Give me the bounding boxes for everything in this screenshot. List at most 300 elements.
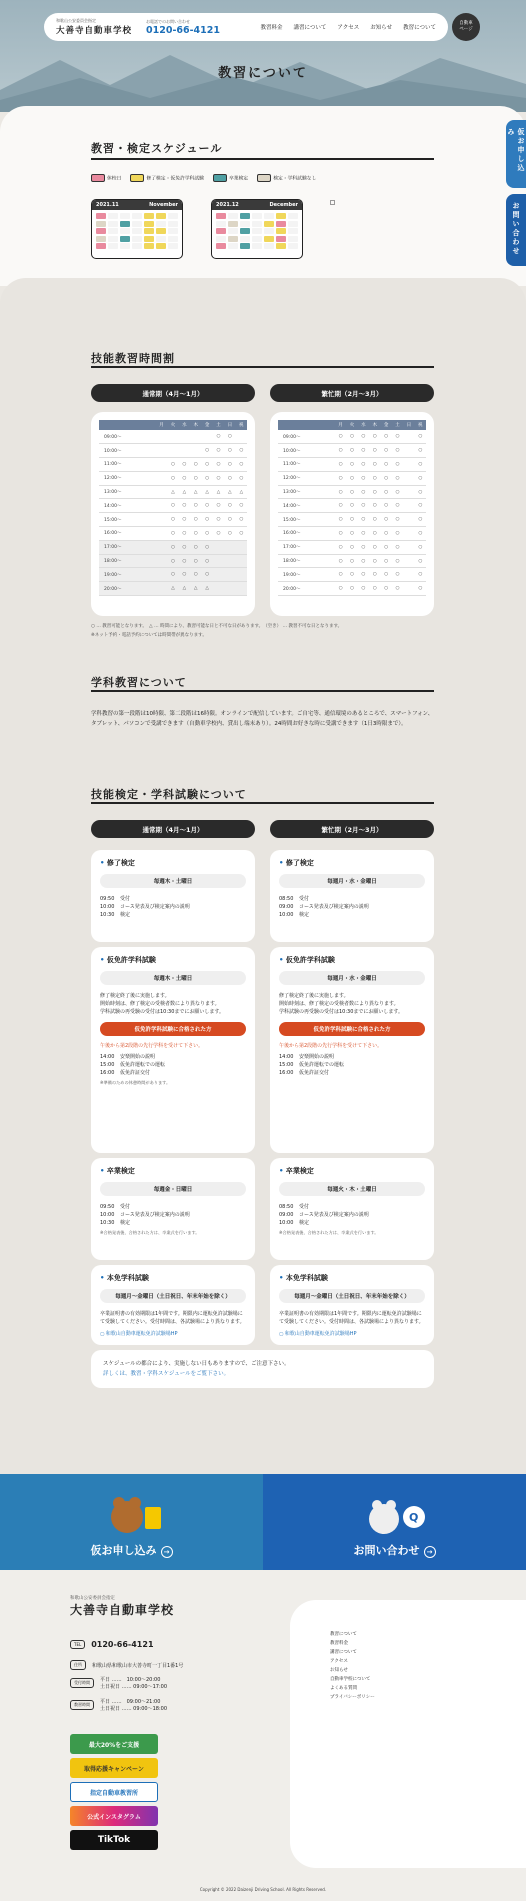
table-cell [403, 568, 414, 582]
table-cell: ○ [369, 513, 380, 527]
header-tel[interactable] [146, 19, 220, 36]
day-header: 日 [403, 420, 414, 430]
cal-month: December [269, 202, 298, 208]
calendar-day [96, 236, 106, 242]
table-cell [213, 554, 224, 568]
table-cell: ○ [213, 471, 224, 485]
table-cell: ○ [213, 430, 224, 444]
footer-nav-item[interactable]: 教習料金 [330, 1641, 348, 1646]
table-cell: ○ [190, 527, 201, 541]
busy-timetable [270, 412, 434, 616]
table-cell: 13:00〜 [99, 485, 156, 499]
table-cell: ○ [201, 513, 212, 527]
table-cell: 11:00〜 [99, 458, 156, 472]
day-header: 火 [346, 420, 357, 430]
footer-hours: 受付時間 平日 …… 10:00〜20:00 土日祝日 …… 09:00〜17:00 [70, 1676, 167, 1690]
legend-none: 検定・学科試験なし [257, 174, 316, 182]
table-cell: ○ [369, 554, 380, 568]
license-center-link[interactable]: ◯ 和歌山自動車運転免許試験場HP [279, 1330, 425, 1337]
table-cell [403, 582, 414, 596]
table-cell: ○ [201, 554, 212, 568]
table-cell: ○ [380, 485, 391, 499]
table-cell: 17:00〜 [99, 540, 156, 554]
calendar-day [240, 228, 250, 234]
table-cell: ○ [358, 471, 369, 485]
table-cell: △ [236, 485, 247, 499]
home-button[interactable]: 自動車 ページ [452, 13, 480, 41]
table-cell [403, 554, 414, 568]
logo[interactable] [56, 18, 132, 36]
table-cell: ○ [415, 540, 426, 554]
table-cell: ○ [369, 499, 380, 513]
table-row [99, 513, 247, 527]
kentei-title: 技能検定・学科試験について [91, 788, 247, 801]
table-cell: ○ [236, 513, 247, 527]
table-cell: ○ [190, 568, 201, 582]
side-apply-button[interactable]: 仮お申し込み [506, 120, 526, 188]
table-cell [236, 430, 247, 444]
table-cell: ○ [380, 540, 391, 554]
day-header: 土 [392, 420, 403, 430]
calendar-day [216, 221, 226, 227]
table-row [278, 430, 426, 444]
card-day: 毎週月〜金曜日（土日祝日、年末年始を除く） [100, 1289, 246, 1303]
table-header [278, 420, 426, 430]
table-cell: △ [201, 485, 212, 499]
table-cell: 12:00〜 [99, 471, 156, 485]
table-row [278, 527, 426, 541]
table-cell: ○ [236, 499, 247, 513]
calendar-day [120, 213, 130, 219]
calendar-day [132, 236, 142, 242]
table-cell: ○ [380, 471, 391, 485]
mascot-bear-icon [360, 1495, 430, 1537]
schedule-title: 教習・検定スケジュール [91, 142, 223, 155]
cal-year: 2021.11 [96, 202, 119, 208]
banner-support[interactable]: 最大20%をご支援 [70, 1734, 158, 1754]
table-cell: ○ [335, 471, 346, 485]
divider [91, 366, 434, 368]
table-cell: △ [179, 582, 190, 596]
day-header: 土 [213, 420, 224, 430]
card-provisional-busy: • 仮免許学科試験 毎週月・水・金曜日 修了検定終了後に実施します。 開始時刻は、修了検定の受検者数により異なります。 学科試験の再受験の受付は10:30までにお願いします。 仮免許学科試験に合格された方 午後から第2段階の先行学科を受けて下さい。 14:00 安楽開始の説明 15:00 仮免許運転での運転 16:00 仮免許証交付 [270, 947, 434, 1153]
table-cell [403, 458, 414, 472]
footer-nav-item[interactable]: アクセス [330, 1659, 348, 1664]
footer-nav-item[interactable]: 自動車学校について [330, 1677, 371, 1682]
table-cell: ○ [190, 540, 201, 554]
table-cell: ○ [392, 540, 403, 554]
table-cell: ○ [358, 568, 369, 582]
table-cell [403, 499, 414, 513]
card-title: • 仮免許学科試験 [100, 955, 246, 965]
calendar-day [96, 221, 106, 227]
calendar-day [120, 221, 130, 227]
table-row [278, 540, 426, 554]
calendar-day [168, 228, 178, 234]
table-cell [156, 471, 167, 485]
table-cell: ○ [415, 554, 426, 568]
table-cell: ○ [236, 458, 247, 472]
nav-item-access[interactable]: アクセス [337, 25, 360, 31]
table-cell: ○ [201, 527, 212, 541]
table-cell: ○ [358, 458, 369, 472]
calendar-day [108, 236, 118, 242]
table-cell: ○ [190, 554, 201, 568]
table-cell [236, 540, 247, 554]
calendar-day [276, 236, 286, 242]
schedule-notice [91, 1350, 434, 1388]
table-cell: 18:00〜 [278, 554, 335, 568]
table-cell: ○ [179, 471, 190, 485]
table-cell: ○ [224, 444, 235, 458]
table-row [99, 582, 247, 596]
table-cell: ○ [201, 499, 212, 513]
calendar-day [108, 243, 118, 249]
table-cell: ○ [358, 499, 369, 513]
table-cell: ○ [358, 582, 369, 596]
cta-contact[interactable]: Q お問い合わせ → [263, 1474, 526, 1570]
calendar-day [168, 213, 178, 219]
nav-item-news[interactable]: お知らせ [370, 25, 393, 31]
table-cell: ○ [236, 444, 247, 458]
calendar-day [264, 213, 274, 219]
banner-tiktok[interactable]: TikTok [70, 1830, 158, 1850]
footer-nav-item[interactable]: 教習について [330, 1632, 357, 1637]
card-day: 毎週月・水・金曜日 [279, 874, 425, 888]
calendar-day [288, 236, 298, 242]
table-cell [201, 430, 212, 444]
table-cell: ○ [190, 499, 201, 513]
table-row [99, 499, 247, 513]
calendar-day [96, 228, 106, 234]
table-cell: ○ [224, 499, 235, 513]
table-cell: ○ [358, 430, 369, 444]
calendar-day [228, 243, 238, 249]
notice-link[interactable]: 詳しくは、教習・学科スケジュールをご覧下さい。 [103, 1371, 230, 1377]
timetable-title: 技能教習時間割 [91, 352, 175, 365]
table-cell: ○ [335, 568, 346, 582]
mascot-bear-icon [97, 1495, 167, 1537]
card-license-busy [270, 1265, 434, 1345]
table-cell: ○ [346, 554, 357, 568]
calendar-day [156, 243, 166, 249]
table-cell: ○ [415, 568, 426, 582]
footer-class-hours: 教習時間 平日 …… 09:00〜21:00 土日祝日 …… 09:00〜18:00 [70, 1698, 167, 1712]
day-header: 日 [224, 420, 235, 430]
calendar-day [276, 221, 286, 227]
footer-nav-item[interactable]: 講習について [330, 1650, 357, 1655]
table-cell: △ [179, 485, 190, 499]
table-cell [224, 582, 235, 596]
table-cell: ○ [213, 444, 224, 458]
calendar-day [288, 221, 298, 227]
table-cell: △ [167, 485, 178, 499]
table-cell: ○ [392, 471, 403, 485]
table-row [99, 554, 247, 568]
table-cell: ○ [369, 444, 380, 458]
table-row [99, 568, 247, 582]
calendar-day [120, 228, 130, 234]
table-row [278, 582, 426, 596]
footer-logo[interactable]: 和歌山公安委員会指定 大善寺自動車学校 [70, 1596, 175, 1617]
image-placeholder-icon [330, 200, 335, 205]
card-text: 卒業証明書の有効期限は1年間です。期限内に運転免許試験場にて受験してください。受付時間は、各試験場により異なります。 [100, 1311, 245, 1325]
passed-button: 仮免許学科試験に合格された方 [279, 1022, 425, 1036]
calendar-day [144, 213, 154, 219]
table-cell: ○ [335, 554, 346, 568]
table-cell: ○ [369, 485, 380, 499]
card-midterm-normal: • 修了検定 毎週木・土曜日 09:50 受付 10:00 コース発表及び検定案内の説明 10:30 検定 [91, 850, 255, 942]
red-note: 午後から第2段階の先行学科を受けて下さい。 [100, 1043, 204, 1049]
table-row [278, 499, 426, 513]
calendar-day [144, 236, 154, 242]
table-cell: ○ [415, 485, 426, 499]
table-cell: ○ [415, 527, 426, 541]
timetable-note: ○ … 教習可能となります。 △ … 時間により、教習可能な日と不可な日があります。 （空き） … 教習不可な日となります。 [91, 624, 343, 629]
table-cell: ○ [167, 568, 178, 582]
table-cell [236, 568, 247, 582]
calendar-day [156, 221, 166, 227]
site-header [44, 13, 448, 41]
table-cell: ○ [335, 513, 346, 527]
nav-item-training[interactable]: 教習について [403, 25, 436, 31]
table-cell: ○ [380, 499, 391, 513]
table-cell: ○ [369, 568, 380, 582]
table-cell: ○ [201, 568, 212, 582]
table-cell: ○ [346, 568, 357, 582]
day-header: 水 [179, 420, 190, 430]
table-cell: 19:00〜 [278, 568, 335, 582]
list-item: 学科試験の再受験の受付は10:30までにお願いします。 [279, 1009, 404, 1015]
small-note: ※合格発表後、合格された方は、卒業式を行います。 [100, 1230, 200, 1235]
footer-nav-item[interactable]: よくある質問 [330, 1686, 357, 1691]
table-cell: ○ [415, 582, 426, 596]
table-cell [224, 554, 235, 568]
table-cell: 15:00〜 [99, 513, 156, 527]
passed-button: 仮免許学科試験に合格された方 [100, 1022, 246, 1036]
table-cell: △ [190, 485, 201, 499]
footer-nav-item[interactable]: お知らせ [330, 1668, 348, 1673]
table-cell: 14:00〜 [278, 499, 335, 513]
table-cell [213, 568, 224, 582]
calendar-day [252, 243, 262, 249]
table-cell: ○ [167, 499, 178, 513]
table-cell: ○ [179, 499, 190, 513]
table-cell: ○ [213, 513, 224, 527]
banner-instagram[interactable]: 公式インスタグラム [70, 1806, 158, 1826]
table-cell: ○ [369, 582, 380, 596]
table-cell [403, 444, 414, 458]
cal-month: November [149, 202, 178, 208]
red-note: 午後から第2段階の先行学科を受けて下さい。 [279, 1043, 383, 1049]
table-cell: ○ [392, 458, 403, 472]
table-cell: ○ [392, 554, 403, 568]
table-row [278, 554, 426, 568]
calendar-day [288, 243, 298, 249]
calendar-day [252, 228, 262, 234]
table-row [99, 485, 247, 499]
table-cell [236, 554, 247, 568]
calendar-day [228, 221, 238, 227]
calendar-day [96, 243, 106, 249]
table-cell: ○ [236, 471, 247, 485]
table-cell: ○ [179, 458, 190, 472]
table-cell: 19:00〜 [99, 568, 156, 582]
calendar-day [264, 243, 274, 249]
day-header: 金 [380, 420, 391, 430]
table-row [99, 430, 247, 444]
table-cell [156, 568, 167, 582]
table-cell: ○ [380, 513, 391, 527]
card-title: • 修了検定 [279, 858, 425, 868]
calendar-day [228, 236, 238, 242]
arrow-icon: → [424, 1546, 436, 1558]
table-cell [156, 485, 167, 499]
day-header: 火 [167, 420, 178, 430]
footer-address: 住所 和歌山県和歌山市大善寺町一丁目1番1号 [70, 1660, 183, 1670]
table-cell: ○ [213, 458, 224, 472]
calendar-day [228, 213, 238, 219]
calendar-day [240, 243, 250, 249]
table-row [278, 444, 426, 458]
table-cell: ○ [392, 430, 403, 444]
calendar-day [144, 228, 154, 234]
list-item: 学科試験の再受験の受付は10:30までにお願いします。 [100, 1009, 225, 1015]
table-cell: ○ [358, 527, 369, 541]
footer-nav-item[interactable]: プライバシーポリシー [330, 1695, 375, 1700]
table-cell: ○ [380, 458, 391, 472]
table-cell: ○ [346, 444, 357, 458]
table-cell: ○ [167, 458, 178, 472]
global-nav [261, 23, 436, 31]
calendar-day [264, 236, 274, 242]
calendar-day [240, 236, 250, 242]
calendar-day [276, 243, 286, 249]
table-cell: ○ [392, 499, 403, 513]
schedule-section [0, 106, 526, 286]
table-cell [403, 485, 414, 499]
license-center-link[interactable]: ◯ 和歌山自動車運転免許試験場HP [100, 1330, 246, 1337]
table-cell: ○ [380, 582, 391, 596]
table-row [99, 527, 247, 541]
gakka-title: 学科教習について [91, 676, 187, 689]
day-header: 木 [369, 420, 380, 430]
calendar-grid [92, 210, 182, 252]
side-contact-button[interactable]: お問い合わせ [506, 194, 526, 266]
calendar-day [108, 228, 118, 234]
table-cell [190, 444, 201, 458]
table-cell: ○ [201, 471, 212, 485]
table-cell: ○ [190, 471, 201, 485]
list-item: 修了検定終了後に実施します。 [100, 993, 170, 999]
calendar-day [96, 213, 106, 219]
nav-item-fees[interactable]: 教習料金 [260, 25, 283, 31]
table-cell: ○ [190, 513, 201, 527]
table-cell [179, 430, 190, 444]
table-cell: 15:00〜 [278, 513, 335, 527]
table-cell: ○ [392, 513, 403, 527]
table-cell: ○ [213, 499, 224, 513]
card-day: 毎週木・土曜日 [100, 971, 246, 985]
table-cell: ○ [346, 582, 357, 596]
calendar-day [252, 221, 262, 227]
calendar-day [108, 213, 118, 219]
table-cell: ○ [346, 540, 357, 554]
training-section [0, 278, 526, 1474]
calendar-day [288, 228, 298, 234]
list-item: 修了検定終了後に実施します。 [279, 993, 349, 999]
table-cell: 12:00〜 [278, 471, 335, 485]
table-cell: ○ [224, 527, 235, 541]
busy-period-label: 繁忙期（2月〜3月） [270, 384, 434, 402]
card-title: • 本免学科試験 [279, 1273, 425, 1283]
table-cell: ○ [415, 458, 426, 472]
timetable-note-2: ※ネット予約・電話予約については時間帯が異なります。 [91, 633, 207, 638]
table-cell: 11:00〜 [278, 458, 335, 472]
calendar-day [216, 213, 226, 219]
banner-designated[interactable]: 指定自動車教習所 [70, 1782, 158, 1802]
table-cell [156, 458, 167, 472]
table-cell [156, 582, 167, 596]
card-title: • 仮免許学科試験 [279, 955, 425, 965]
table-cell [156, 444, 167, 458]
table-cell: ○ [369, 430, 380, 444]
table-row [99, 540, 247, 554]
table-cell [236, 582, 247, 596]
table-cell: ○ [392, 527, 403, 541]
divider [91, 158, 434, 160]
footer-tel[interactable]: TEL 0120-66-4121 [70, 1640, 154, 1649]
table-cell [190, 430, 201, 444]
table-cell: ○ [369, 527, 380, 541]
table-cell: ○ [358, 540, 369, 554]
banner-campaign[interactable]: 取得応援キャンペーン [70, 1758, 158, 1778]
table-cell [156, 527, 167, 541]
table-cell: ○ [415, 444, 426, 458]
table-cell: ○ [224, 471, 235, 485]
table-cell: ○ [179, 527, 190, 541]
nav-item-courses[interactable]: 講習について [293, 25, 327, 31]
table-cell: 17:00〜 [278, 540, 335, 554]
calendar-day [132, 213, 142, 219]
card-title: • 修了検定 [100, 858, 246, 868]
divider [91, 802, 434, 804]
cta-apply[interactable]: 仮お申し込み → [0, 1474, 263, 1570]
table-row [99, 471, 247, 485]
gakka-text: 学科教習の第一段階は10時限、第二段階は16時限。オンラインで配信しています。ご自宅等、通信環境のあるところで、スマートフォン、タブレット、パソコンで受講できます（自動車学校内、貸出し端末あり）。24時間お好きな時に受講できます（1日3時限まで）。 [91, 711, 434, 727]
table-cell: ○ [380, 430, 391, 444]
table-cell [403, 471, 414, 485]
table-header [99, 420, 247, 430]
table-cell: 10:00〜 [278, 444, 335, 458]
card-title: • 卒業検定 [279, 1166, 425, 1176]
table-cell [403, 540, 414, 554]
table-cell: 09:00〜 [99, 430, 156, 444]
svg-text:Q: Q [408, 1511, 418, 1524]
calendar-day [120, 243, 130, 249]
tel-sub: お電話でのお問い合わせ [146, 18, 191, 24]
card-license-normal [91, 1265, 255, 1345]
calendar-day [144, 221, 154, 227]
calendar-day [216, 228, 226, 234]
table-cell: ○ [358, 444, 369, 458]
calendar-day [132, 228, 142, 234]
card-day: 毎週木・土曜日 [100, 874, 246, 888]
table-cell: 16:00〜 [99, 527, 156, 541]
table-cell [403, 430, 414, 444]
table-cell: ○ [335, 430, 346, 444]
table-row [278, 568, 426, 582]
